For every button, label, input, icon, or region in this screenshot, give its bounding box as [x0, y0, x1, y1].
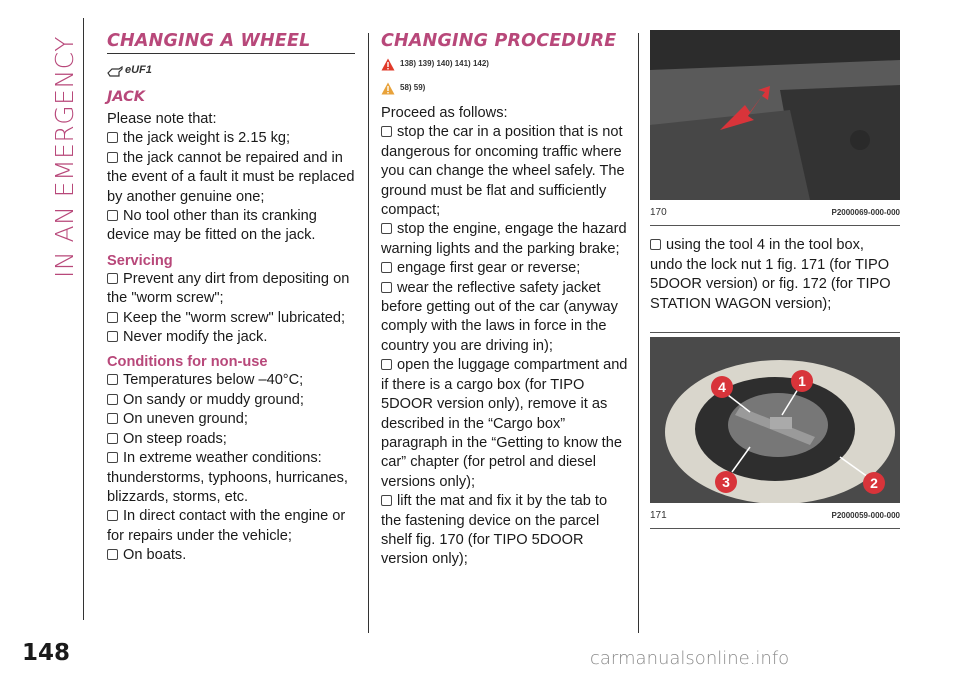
bullet-icon — [107, 273, 118, 284]
list-item: Never modify the jack. — [107, 328, 357, 347]
column-divider-2 — [638, 33, 639, 633]
servicing-heading: Servicing — [107, 252, 173, 269]
list-item: In direct contact with the engine or for repairs under the vehicle; — [107, 508, 346, 544]
list-item: In extreme weather conditions: thunderstorms, typhoons, hurricanes, blizzards, storms, etc. — [107, 450, 348, 505]
bullet-icon — [107, 132, 118, 143]
figure-170 — [650, 30, 900, 226]
bullet-icon — [107, 452, 118, 463]
page-number: 148 — [22, 640, 71, 666]
list-item: stop the car in a position that is not dangerous for oncoming traffic where you can change the wheel safely. The ground must be flat and sufficiently compact; — [381, 124, 625, 219]
bullet-icon — [107, 152, 118, 163]
list-item: On boats. — [107, 546, 357, 565]
engine-oil-icon — [107, 60, 357, 82]
column-divider-1 — [368, 33, 369, 633]
figure-171 — [650, 332, 900, 529]
list-item: lift the mat and fix it by the tab to the fastening device on the parcel shelf fig. 170 (for TIPO 5DOOR version only); — [381, 493, 608, 568]
bullet-icon — [381, 262, 392, 273]
list-item: Prevent any dirt from depositing on the "worm screw"; — [107, 270, 350, 307]
list-item: engage first gear or reverse; — [381, 259, 631, 278]
bullet-icon — [107, 433, 118, 444]
spare-wheel-photo-image — [650, 337, 900, 503]
warning-refs: 138) 139) 140) 141) 142) — [400, 59, 489, 69]
bullet-icon — [107, 312, 118, 323]
bullet-icon — [107, 413, 118, 424]
nonuse-heading: Conditions for non-use — [107, 354, 268, 371]
chapter-side-label: IN AN EMERGENCY — [50, 36, 79, 278]
caution-row — [381, 78, 631, 98]
jack-heading: JACK — [107, 89, 146, 105]
figure-number: 170 — [650, 207, 667, 218]
bullet-icon — [107, 374, 118, 385]
side-divider-line — [83, 18, 84, 620]
jack-intro: Please note that: — [107, 111, 217, 127]
svg-text:1: 1 — [798, 373, 806, 390]
bullet-icon — [381, 126, 392, 137]
bullet-icon — [381, 282, 392, 293]
figure-code: P2000059-000-000 — [831, 511, 900, 521]
oilcan-icon — [107, 64, 123, 78]
list-item: wear the reflective safety jacket before getting out of the car (anyway comply with the laws in force in the country you are driving in); — [381, 279, 618, 354]
figure-number: 171 — [650, 510, 667, 522]
caution-refs: 58) 59) — [400, 83, 426, 93]
list-item: using the tool 4 in the tool box, undo the lock nut 1 fig. 171 (for TIPO 5DOOR version) or fig. 172 (for TIPO STATION WAGON version); — [650, 237, 891, 312]
section-title-changing-wheel: CHANGING A WHEEL — [107, 31, 311, 51]
list-item: No tool other than its cranking device may be fitted on the jack. — [107, 208, 317, 244]
title-rule — [107, 53, 355, 54]
figure-170-caption — [650, 203, 900, 226]
column-jack — [107, 30, 357, 566]
warning-triangle-icon — [381, 58, 395, 71]
list-item: the jack cannot be repaired and in the event of a fault it must be replaced by another genuine one; — [107, 149, 355, 205]
caution-triangle-icon — [381, 82, 395, 95]
bullet-icon — [107, 210, 118, 221]
trunk-photo-image — [650, 30, 900, 200]
icon-text: eUF1 — [125, 64, 152, 77]
list-item: Keep the "worm screw" lubricated; — [107, 309, 357, 328]
list-item: Temperatures below –40°C; — [107, 371, 357, 390]
bullet-icon — [381, 223, 392, 234]
figure-code: P2000069-000-000 — [831, 208, 900, 217]
figure-171-caption — [650, 506, 900, 529]
bullet-icon — [650, 239, 661, 250]
warning-row — [381, 54, 631, 74]
bullet-icon — [107, 331, 118, 342]
column-procedure — [381, 30, 631, 570]
list-item: On steep roads; — [107, 430, 357, 449]
column-figures — [650, 30, 900, 529]
list-item: stop the engine, engage the hazard warning lights and the parking brake; — [381, 221, 627, 257]
bullet-icon — [381, 495, 392, 506]
svg-text:3: 3 — [722, 474, 730, 491]
bullet-icon — [107, 510, 118, 521]
svg-text:4: 4 — [718, 379, 726, 396]
list-item: open the luggage compartment and if there is a cargo box (for TIPO 5DOOR version only), remove it as described in the “Cargo box” paragraph in the “Getting to know the car” chapter (for petrol and diesel versions only); — [381, 357, 628, 490]
list-item: On sandy or muddy ground; — [107, 391, 357, 410]
list-item: the jack weight is 2.15 kg; — [107, 129, 357, 148]
bullet-icon — [381, 359, 392, 370]
bullet-icon — [107, 549, 118, 560]
procedure-intro: Proceed as follows: — [381, 105, 508, 121]
bullet-icon — [107, 394, 118, 405]
list-item: On uneven ground; — [107, 410, 357, 429]
svg-text:2: 2 — [870, 475, 878, 492]
section-title-changing-procedure: CHANGING PROCEDURE — [381, 31, 617, 51]
site-watermark: carmanualsonline.info — [590, 648, 790, 669]
